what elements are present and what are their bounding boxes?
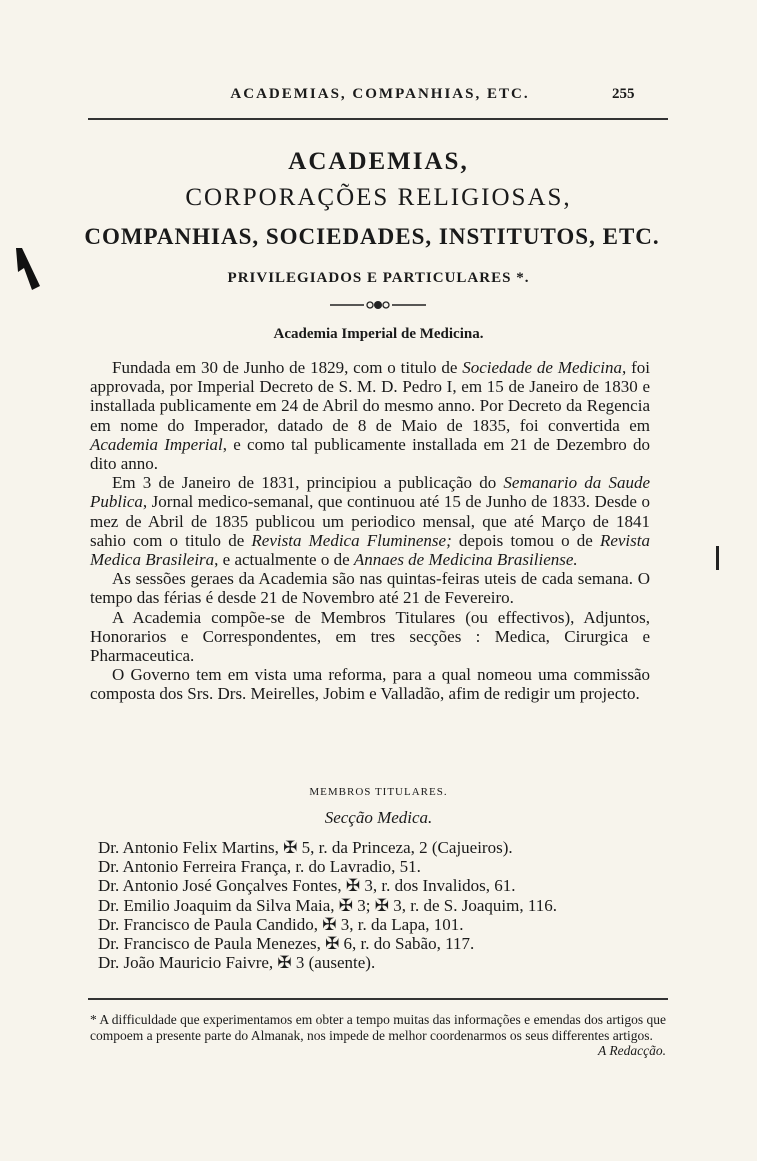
paragraph-composition: A Academia compõe-se de Membros Titulares (ou effectivos), Adjuntos, Honorarios e Correspondentes, em tres secções : Medica, Cirurgica e Pharmaceutica. (90, 607, 650, 666)
footnote-rule (88, 998, 668, 1000)
margin-tick (716, 546, 719, 570)
paragraph-founding: Fundada em 30 de Junho de 1829, com o titulo de Sociedade de Medicina, foi approvada, por Imperial Decreto de S. M. D. Pedro I, em 15 de Janeiro de 1830 e installada publicamente em 24 de Abril do mesmo anno. Por Decreto da Regencia em nome do Imperador, datado de 8 de Maio de 1835, foi convertida em Academia Imperial, e como tal publicamente installada em 21 de Dezembro do dito anno. (90, 358, 651, 474)
paragraph-publications: Em 3 de Janeiro de 1831, principiou a publicação do Semanario da Saude Publica, Jornal medico-semanal, que continuou até 15 de Junho de 1833. Desde o mez de Abril de 1835 publicou um periodico mensal, que até Março de 1841 sahio com o titulo de Revista Medica Fluminense; depois tomou o de Revista Medica Brasileira, e actualmente o de Annaes de Medicina Brasiliense. (90, 473, 650, 570)
member-entry: Dr. Francisco de Paula Menezes, ✠ 6, r. do Sabão, 117. (98, 934, 475, 954)
member-entry: Dr. João Mauricio Faivre, ✠ 3 (ausente). (98, 953, 376, 973)
body-text (90, 358, 650, 704)
paragraph-sessions: As sessões geraes da Academia são nas quintas-feiras uteis de cada semana. O tempo das férias é desde 21 de Novembro até 21 de Fevereiro. (90, 569, 650, 608)
member-entry: Dr. Antonio Felix Martins, ✠ 5, r. da Princeza, 2 (Cajueiros). (98, 838, 513, 857)
member-entry: Dr. Emilio Joaquim da Silva Maia, ✠ 3; ✠ 3, r. de S. Joaquim, 116. (98, 895, 557, 915)
member-entry: Dr. Francisco de Paula Candido, ✠ 3, r. da Lapa, 101. (98, 914, 464, 934)
ornament-divider (328, 298, 428, 312)
section-title: Academia Imperial de Medicina. (273, 326, 484, 342)
footnote (90, 1012, 666, 1059)
footnote-text: * A difficuldade que experimentamos em obter a tempo muitas das informações e emendas dos artigos que compoem a presente parte do Almanak, nos impede de melhor coordenarmos os seus differentes artigos. (90, 1012, 666, 1043)
member-entry: Dr. Antonio José Gonçalves Fontes, ✠ 3, r. dos Invalidos, 61. (98, 876, 516, 896)
members-label: MEMBROS TITULARES. (309, 786, 448, 798)
margin-mark-icon (10, 246, 44, 292)
running-title: ACADEMIAS, COMPANHIAS, ETC. (230, 86, 530, 102)
footnote-signature: A Redacção. (598, 1043, 666, 1058)
page-number: 255 (612, 86, 635, 102)
subsection-title: Secção Medica. (324, 808, 433, 827)
member-entry: Dr. Antonio Ferreira França, r. do Lavradio, 51. (98, 857, 421, 877)
top-rule (88, 118, 668, 120)
heading-line-1: ACADEMIAS, (288, 148, 469, 175)
paragraph-reform: O Governo tem em vista uma reforma, para a qual nomeou uma commissão composta dos Srs. Drs. Meirelles, Jobim e Valladão, afim de redigir um projecto. (90, 665, 650, 704)
heading-line-2: CORPORAÇÕES RELIGIOSAS, (185, 184, 572, 211)
members-list (98, 838, 678, 972)
heading-line-4: PRIVILEGIADOS E PARTICULARES *. (227, 270, 530, 286)
heading-line-3: COMPANHIAS, SOCIEDADES, INSTITUTOS, ETC. (84, 224, 660, 249)
